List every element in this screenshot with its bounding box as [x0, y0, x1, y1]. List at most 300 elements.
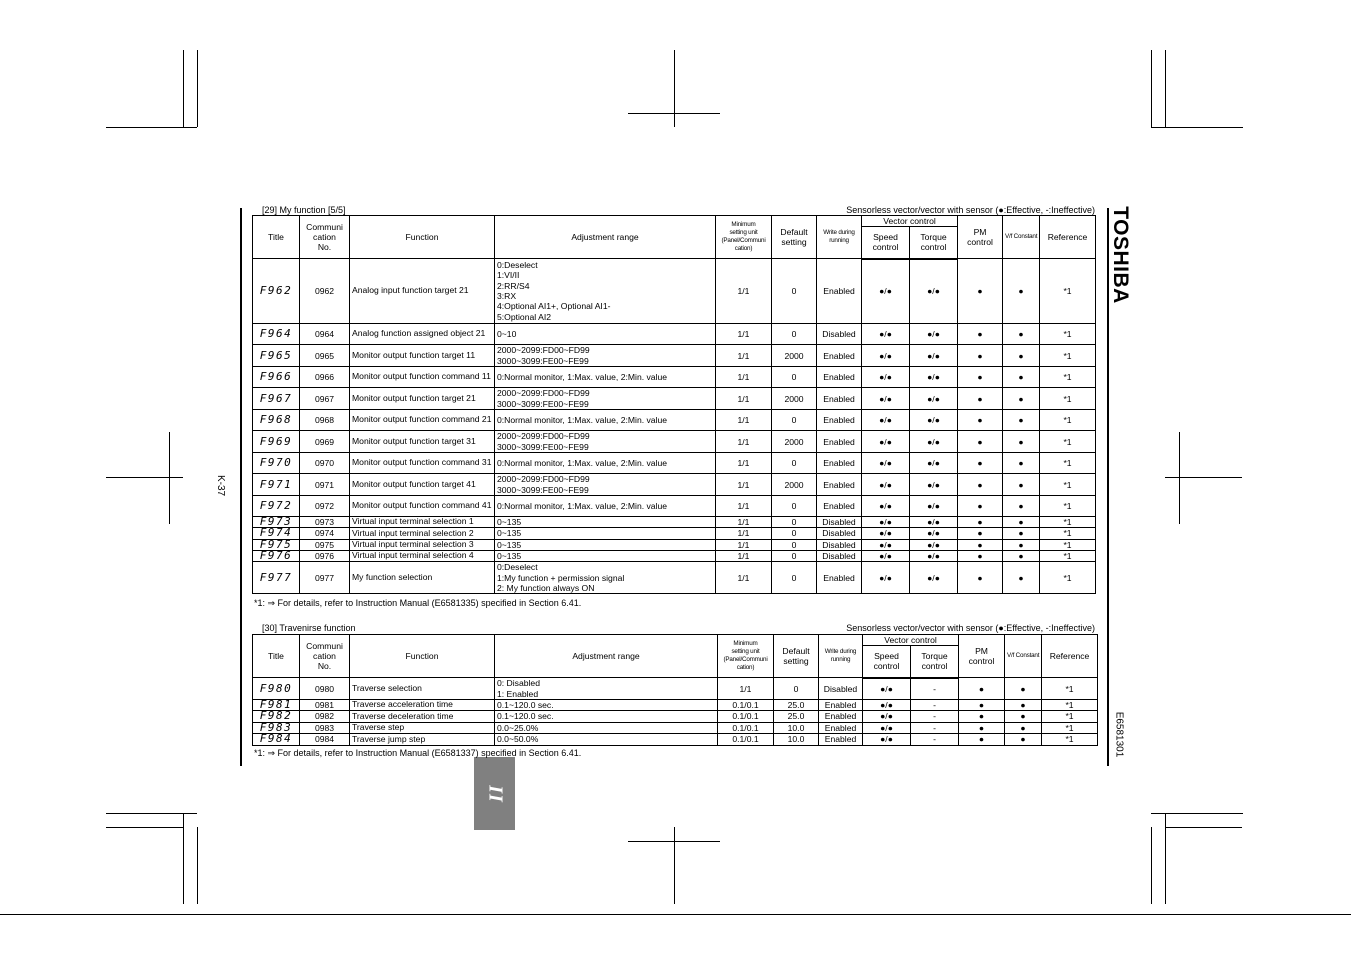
col-torque-control: Torque control	[911, 646, 959, 678]
col-adjustment-range: Adjustment range	[495, 216, 716, 259]
vf-constant: ●	[1003, 496, 1040, 517]
function-name: Monitor output function command 21	[350, 410, 495, 431]
min-setting-unit: 1/1	[716, 474, 772, 496]
comm-no: 0964	[300, 324, 350, 345]
col-speed-control: Speed control	[862, 227, 910, 259]
param-title: F973	[253, 517, 300, 528]
comm-no: 0976	[300, 550, 350, 561]
pm-control: ●	[958, 431, 1003, 453]
col-title: Title	[253, 635, 300, 678]
adjustment-range: 0~10	[495, 324, 716, 345]
param-title: F967	[253, 388, 300, 410]
adjustment-range: 0:Normal monitor, 1:Max. value, 2:Min. value	[495, 367, 716, 388]
reference: *1	[1042, 678, 1098, 700]
pm-control: ●	[958, 388, 1003, 410]
default-setting: 0	[772, 453, 817, 474]
torque-control: ●/●	[910, 550, 958, 561]
comm-no: 0970	[300, 453, 350, 474]
function-name: Virtual input terminal selection 3	[350, 539, 495, 550]
write-during-running: Enabled	[817, 453, 862, 474]
comm-no: 0977	[300, 562, 350, 594]
torque-control: -	[911, 711, 959, 722]
min-setting-unit: 1/1	[716, 345, 772, 367]
speed-control: ●/●	[862, 431, 910, 453]
reference: *1	[1042, 711, 1098, 722]
col-default-setting: Default setting	[774, 635, 819, 678]
pm-control: ●	[959, 678, 1005, 700]
table-row	[253, 496, 1096, 517]
speed-control: ●/●	[862, 517, 910, 528]
parameter-table-traverse	[252, 634, 1098, 746]
reference: *1	[1040, 453, 1096, 474]
vf-constant: ●	[1003, 259, 1040, 324]
function-name: Virtual input terminal selection 2	[350, 528, 495, 539]
torque-control: ●/●	[910, 410, 958, 431]
col-vector-control: Vector control	[863, 635, 959, 646]
comm-no: 0973	[300, 517, 350, 528]
speed-control: ●/●	[863, 700, 911, 711]
table-row	[253, 550, 1096, 561]
min-setting-unit: 1/1	[716, 517, 772, 528]
default-setting: 0	[772, 496, 817, 517]
min-setting-unit: 0.1/0.1	[718, 711, 774, 722]
default-setting: 0	[772, 550, 817, 561]
param-title: F972	[253, 496, 300, 517]
default-setting: 0	[772, 410, 817, 431]
param-title: F970	[253, 453, 300, 474]
default-setting: 0	[772, 528, 817, 539]
param-title: F962	[253, 259, 300, 324]
comm-no: 0984	[300, 733, 350, 745]
table-row	[253, 324, 1096, 345]
reference: *1	[1040, 562, 1096, 594]
default-setting: 0	[772, 539, 817, 550]
adjustment-range: 2000~2099:FD00~FD99 3000~3099:FE00~FE99	[495, 388, 716, 410]
default-setting: 0	[772, 517, 817, 528]
table-row	[253, 474, 1096, 496]
vf-constant: ●	[1005, 678, 1042, 700]
adjustment-range: 2000~2099:FD00~FD99 3000~3099:FE00~FE99	[495, 431, 716, 453]
adjustment-range: 0:Deselect 1:My function + permission signal 2: My function always ON	[495, 562, 716, 594]
min-setting-unit: 1/1	[718, 678, 774, 700]
table-row	[253, 711, 1098, 722]
min-setting-unit: 1/1	[716, 539, 772, 550]
param-title: F983	[253, 722, 300, 733]
param-title: F974	[253, 528, 300, 539]
speed-control: ●/●	[862, 496, 910, 517]
min-setting-unit: 1/1	[716, 550, 772, 561]
speed-control: ●/●	[862, 345, 910, 367]
adjustment-range: 0: Disabled 1: Enabled	[495, 678, 718, 700]
default-setting: 0	[772, 259, 817, 324]
min-setting-unit: 1/1	[716, 453, 772, 474]
min-setting-unit: 0.1/0.1	[718, 733, 774, 745]
write-during-running: Enabled	[817, 474, 862, 496]
adjustment-range: 0.1~120.0 sec.	[495, 711, 718, 722]
speed-control: ●/●	[862, 453, 910, 474]
comm-no: 0965	[300, 345, 350, 367]
reference: *1	[1040, 324, 1096, 345]
reference: *1	[1040, 550, 1096, 561]
left-margin-rule	[240, 208, 242, 766]
adjustment-range: 2000~2099:FD00~FD99 3000~3099:FE00~FE99	[495, 474, 716, 496]
function-name: Monitor output function target 41	[350, 474, 495, 496]
param-title: F965	[253, 345, 300, 367]
pm-control: ●	[958, 496, 1003, 517]
function-name: Monitor output function command 31	[350, 453, 495, 474]
vf-constant: ●	[1003, 345, 1040, 367]
table-row	[253, 528, 1096, 539]
param-title: F981	[253, 700, 300, 711]
table-row	[253, 733, 1098, 745]
torque-control: ●/●	[910, 539, 958, 550]
write-during-running: Enabled	[817, 388, 862, 410]
col-vf-constant: V/f Constant	[1005, 635, 1042, 678]
comm-no: 0974	[300, 528, 350, 539]
reference: *1	[1040, 474, 1096, 496]
function-name: My function selection	[350, 562, 495, 594]
torque-control: ●/●	[910, 562, 958, 594]
comm-no: 0967	[300, 388, 350, 410]
pm-control: ●	[958, 324, 1003, 345]
table-row	[253, 722, 1098, 733]
torque-control: ●/●	[910, 324, 958, 345]
min-setting-unit: 1/1	[716, 367, 772, 388]
function-name: Monitor output function target 21	[350, 388, 495, 410]
default-setting: 0	[772, 367, 817, 388]
function-name: Traverse acceleration time	[350, 700, 495, 711]
comm-no: 0983	[300, 722, 350, 733]
torque-control: -	[911, 678, 959, 700]
table1-caption: [29] My function [5/5]	[262, 205, 346, 215]
pm-control: ●	[958, 517, 1003, 528]
default-setting: 2000	[772, 388, 817, 410]
default-setting: 2000	[772, 431, 817, 453]
torque-control: ●/●	[910, 367, 958, 388]
speed-control: ●/●	[862, 367, 910, 388]
write-during-running: Enabled	[819, 700, 863, 711]
torque-control: ●/●	[910, 528, 958, 539]
comm-no: 0962	[300, 259, 350, 324]
speed-control: ●/●	[862, 528, 910, 539]
vf-constant: ●	[1003, 550, 1040, 561]
comm-no: 0980	[300, 678, 350, 700]
comm-no: 0982	[300, 711, 350, 722]
min-setting-unit: 1/1	[716, 496, 772, 517]
toshiba-logo: TOSHIBA	[1109, 206, 1132, 304]
col-function: Function	[350, 635, 495, 678]
adjustment-range: 0~135	[495, 539, 716, 550]
vf-constant: ●	[1005, 733, 1042, 745]
param-title: F980	[253, 678, 300, 700]
comm-no: 0981	[300, 700, 350, 711]
table-row	[253, 539, 1096, 550]
col-pm-control: PM control	[958, 216, 1003, 259]
table-row	[253, 431, 1096, 453]
adjustment-range: 0.0~25.0%	[495, 722, 718, 733]
default-setting: 2000	[772, 345, 817, 367]
adjustment-range: 0.1~120.0 sec.	[495, 700, 718, 711]
speed-control: ●/●	[862, 550, 910, 561]
vf-constant: ●	[1003, 431, 1040, 453]
adjustment-range: 0~135	[495, 528, 716, 539]
reference: *1	[1040, 496, 1096, 517]
vf-constant: ●	[1005, 700, 1042, 711]
col-vector-control: Vector control	[862, 216, 958, 227]
min-setting-unit: 1/1	[716, 528, 772, 539]
pm-control: ●	[958, 539, 1003, 550]
pm-control: ●	[958, 410, 1003, 431]
pm-control: ●	[958, 562, 1003, 594]
col-vf-constant: V/f Constant	[1003, 216, 1040, 259]
param-title: F984	[253, 733, 300, 745]
min-setting-unit: 1/1	[716, 562, 772, 594]
param-title: F966	[253, 367, 300, 388]
table1-footnote: *1: ⇒ For details, refer to Instruction Manual (E6581335) specified in Section 6.41.	[254, 598, 582, 608]
pm-control: ●	[958, 345, 1003, 367]
min-setting-unit: 1/1	[716, 431, 772, 453]
vf-constant: ●	[1003, 388, 1040, 410]
comm-no: 0969	[300, 431, 350, 453]
section-tab-label: II	[484, 784, 506, 803]
vf-constant: ●	[1003, 367, 1040, 388]
comm-no: 0966	[300, 367, 350, 388]
reference: *1	[1042, 733, 1098, 745]
default-setting: 0	[772, 562, 817, 594]
parameter-table-my-function	[252, 215, 1096, 594]
write-during-running: Disabled	[819, 678, 863, 700]
function-name: Traverse step	[350, 722, 495, 733]
reference: *1	[1040, 259, 1096, 324]
torque-control: ●/●	[910, 431, 958, 453]
param-title: F969	[253, 431, 300, 453]
col-comm-no: Communi cation No.	[300, 216, 350, 259]
reference: *1	[1040, 410, 1096, 431]
comm-no: 0972	[300, 496, 350, 517]
comm-no: 0975	[300, 539, 350, 550]
torque-control: ●/●	[910, 388, 958, 410]
pm-control: ●	[958, 367, 1003, 388]
table2-legend: Sensorless vector/vector with sensor (●:Effective, -:Ineffective)	[846, 623, 1095, 633]
adjustment-range: 2000~2099:FD00~FD99 3000~3099:FE00~FE99	[495, 345, 716, 367]
vf-constant: ●	[1003, 539, 1040, 550]
torque-control: ●/●	[910, 474, 958, 496]
col-reference: Reference	[1042, 635, 1098, 678]
col-write-during-running: Write during running	[819, 635, 863, 678]
pm-control: ●	[958, 550, 1003, 561]
col-write-during-running: Write during running	[817, 216, 862, 259]
pm-control: ●	[958, 528, 1003, 539]
function-name: Virtual input terminal selection 1	[350, 517, 495, 528]
col-min-setting-unit: Minimum setting unit (Panel/Communi cation)	[718, 635, 774, 678]
reference: *1	[1042, 700, 1098, 711]
col-adjustment-range: Adjustment range	[495, 635, 718, 678]
write-during-running: Enabled	[817, 259, 862, 324]
function-name: Traverse selection	[350, 678, 495, 700]
pm-control: ●	[958, 474, 1003, 496]
table-row	[253, 410, 1096, 431]
param-title: F964	[253, 324, 300, 345]
vf-constant: ●	[1003, 324, 1040, 345]
reference: *1	[1042, 722, 1098, 733]
min-setting-unit: 1/1	[716, 324, 772, 345]
table2-caption-line	[262, 622, 1095, 634]
vf-constant: ●	[1003, 528, 1040, 539]
min-setting-unit: 1/1	[716, 259, 772, 324]
torque-control: ●/●	[910, 259, 958, 324]
adjustment-range: 0~135	[495, 517, 716, 528]
default-setting: 0	[774, 678, 819, 700]
write-during-running: Enabled	[819, 722, 863, 733]
write-during-running: Disabled	[817, 517, 862, 528]
speed-control: ●/●	[862, 259, 910, 324]
speed-control: ●/●	[863, 678, 911, 700]
pm-control: ●	[959, 700, 1005, 711]
function-name: Analog input function target 21	[350, 259, 495, 324]
table-row	[253, 367, 1096, 388]
reference: *1	[1040, 388, 1096, 410]
function-name: Monitor output function target 31	[350, 431, 495, 453]
torque-control: ●/●	[910, 453, 958, 474]
write-during-running: Enabled	[817, 345, 862, 367]
write-during-running: Disabled	[817, 550, 862, 561]
torque-control: ●/●	[910, 345, 958, 367]
write-during-running: Disabled	[817, 539, 862, 550]
function-name: Monitor output function target 11	[350, 345, 495, 367]
speed-control: ●/●	[862, 562, 910, 594]
write-during-running: Enabled	[817, 496, 862, 517]
pm-control: ●	[959, 733, 1005, 745]
col-torque-control: Torque control	[910, 227, 958, 259]
table-row	[253, 678, 1098, 700]
vf-constant: ●	[1003, 474, 1040, 496]
speed-control: ●/●	[862, 410, 910, 431]
write-during-running: Enabled	[817, 367, 862, 388]
torque-control: -	[911, 722, 959, 733]
param-title: F982	[253, 711, 300, 722]
torque-control: -	[911, 733, 959, 745]
col-min-setting-unit: Minimum setting unit (Panel/Communi cation)	[716, 216, 772, 259]
adjustment-range: 0:Normal monitor, 1:Max. value, 2:Min. value	[495, 496, 716, 517]
col-default-setting: Default setting	[772, 216, 817, 259]
reference: *1	[1040, 539, 1096, 550]
comm-no: 0968	[300, 410, 350, 431]
col-function: Function	[350, 216, 495, 259]
param-title: F977	[253, 562, 300, 594]
table-row	[253, 345, 1096, 367]
write-during-running: Disabled	[817, 324, 862, 345]
function-name: Monitor output function command 41	[350, 496, 495, 517]
min-setting-unit: 1/1	[716, 388, 772, 410]
function-name: Virtual input terminal selection 4	[350, 550, 495, 561]
write-during-running: Enabled	[817, 431, 862, 453]
speed-control: ●/●	[862, 539, 910, 550]
torque-control: ●/●	[910, 517, 958, 528]
speed-control: ●/●	[862, 324, 910, 345]
adjustment-range: 0:Normal monitor, 1:Max. value, 2:Min. value	[495, 453, 716, 474]
pm-control: ●	[958, 259, 1003, 324]
write-during-running: Enabled	[819, 733, 863, 745]
vf-constant: ●	[1005, 722, 1042, 733]
pm-control: ●	[959, 722, 1005, 733]
default-setting: 2000	[772, 474, 817, 496]
table-row	[253, 453, 1096, 474]
reference: *1	[1040, 345, 1096, 367]
speed-control: ●/●	[863, 733, 911, 745]
write-during-running: Enabled	[817, 410, 862, 431]
col-speed-control: Speed control	[863, 646, 911, 678]
adjustment-range: 0:Deselect 1:VI/II 2:RR/S4 3:RX 4:Optional AI1+, Optional AI1- 5:Optional AI2	[495, 259, 716, 324]
torque-control: -	[911, 700, 959, 711]
vf-constant: ●	[1003, 517, 1040, 528]
adjustment-range: 0.0~50.0%	[495, 733, 718, 745]
default-setting: 10.0	[774, 733, 819, 745]
param-title: F976	[253, 550, 300, 561]
table-row	[253, 517, 1096, 528]
param-title: F975	[253, 539, 300, 550]
default-setting: 0	[772, 324, 817, 345]
pm-control: ●	[959, 711, 1005, 722]
adjustment-range: 0:Normal monitor, 1:Max. value, 2:Min. value	[495, 410, 716, 431]
page-label: K-37	[215, 474, 227, 497]
default-setting: 25.0	[774, 700, 819, 711]
table-row	[253, 700, 1098, 711]
write-during-running: Enabled	[819, 711, 863, 722]
speed-control: ●/●	[862, 388, 910, 410]
vf-constant: ●	[1003, 562, 1040, 594]
reference: *1	[1040, 528, 1096, 539]
torque-control: ●/●	[910, 496, 958, 517]
speed-control: ●/●	[863, 711, 911, 722]
default-setting: 25.0	[774, 711, 819, 722]
col-reference: Reference	[1040, 216, 1096, 259]
speed-control: ●/●	[863, 722, 911, 733]
table1-legend: Sensorless vector/vector with sensor (●:Effective, -:Ineffective)	[846, 205, 1095, 215]
vf-constant: ●	[1003, 410, 1040, 431]
table-row	[253, 562, 1096, 594]
table-row	[253, 388, 1096, 410]
table2-footnote: *1: ⇒ For details, refer to Instruction Manual (E6581337) specified in Section 6.41.	[254, 748, 582, 758]
default-setting: 10.0	[774, 722, 819, 733]
min-setting-unit: 1/1	[716, 410, 772, 431]
write-during-running: Disabled	[817, 528, 862, 539]
section-tab	[474, 757, 515, 830]
adjustment-range: 0~135	[495, 550, 716, 561]
param-title: F968	[253, 410, 300, 431]
reference: *1	[1040, 367, 1096, 388]
table-row	[253, 259, 1096, 324]
col-pm-control: PM control	[959, 635, 1005, 678]
write-during-running: Enabled	[817, 562, 862, 594]
table2-caption: [30] Travenirse function	[262, 623, 356, 633]
function-name: Analog function assigned object 21	[350, 324, 495, 345]
function-name: Traverse deceleration time	[350, 711, 495, 722]
col-title: Title	[253, 216, 300, 259]
vf-constant: ●	[1003, 453, 1040, 474]
vf-constant: ●	[1005, 711, 1042, 722]
reference: *1	[1040, 517, 1096, 528]
pm-control: ●	[958, 453, 1003, 474]
speed-control: ●/●	[862, 474, 910, 496]
function-name: Monitor output function command 11	[350, 367, 495, 388]
col-comm-no: Communi cation No.	[300, 635, 350, 678]
min-setting-unit: 0.1/0.1	[718, 722, 774, 733]
doc-number: E6581301	[1113, 711, 1125, 758]
reference: *1	[1040, 431, 1096, 453]
param-title: F971	[253, 474, 300, 496]
min-setting-unit: 0.1/0.1	[718, 700, 774, 711]
comm-no: 0971	[300, 474, 350, 496]
